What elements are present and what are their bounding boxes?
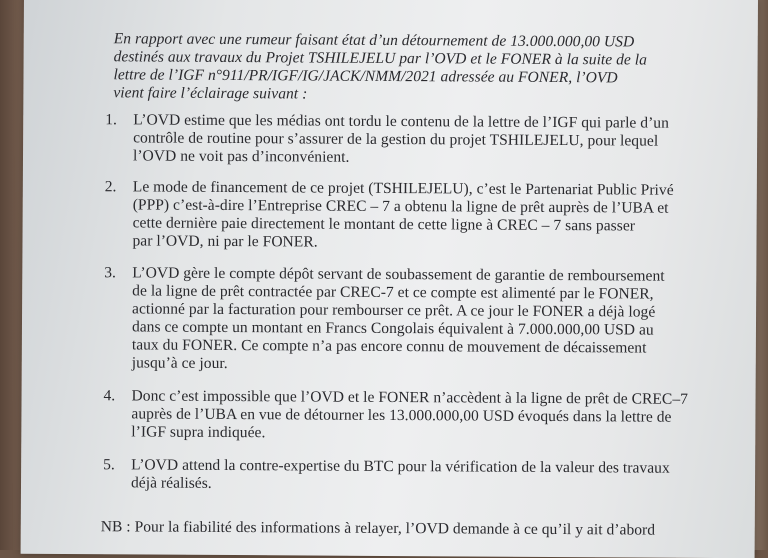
item-number: 4.: [103, 387, 116, 405]
item-5-line-2: déjà réalisés.: [130, 474, 212, 492]
item-2-line-1: Le mode de financement de ce projet (TSHILEJELU), c’est le Partenariat Public Privé: [132, 178, 674, 199]
document-page: [21, 0, 758, 558]
item-4-line-2: auprès de l’UBA en vue de détourner les 13.000.000,00 USD évoqués dans la lettre de: [131, 405, 672, 426]
item-4-line-1: Donc c’est impossible que l’OVD et le FONER n’accèdent à la ligne de prêt de CREC–7: [131, 387, 689, 408]
item-2-line-2: (PPP) c’est-à-dire l’Entreprise CREC – 7 a obtenu la ligne de prêt auprès de l’UBA et: [132, 196, 669, 217]
item-1-line-3: l’OVD ne voit pas d’inconvénient.: [132, 147, 350, 166]
intro-line-4: vient faire l’éclairage suivant :: [113, 84, 308, 103]
item-1-line-1: L’OVD estime que les médias ont tordu le contenu de la lettre de l’IGF qui parle d’un: [133, 111, 669, 132]
intro-line-3: lettre de l’IGF n°911/PR/IGF/IG/JACK/NMM/2021 adressée au FONER, l’OVD: [113, 66, 618, 87]
item-1-line-2: contrôle de routine pour s’assurer de la gestion du projet TSHILEJELU, pour lequel: [133, 129, 659, 150]
item-3-line-3: actionné par la facturation pour rembourser ce prêt. A ce jour le FONER a déjà logé: [132, 300, 656, 321]
item-5-line-1: L’OVD attend la contre-expertise du BTC pour la vérification de la valeur des travaux: [131, 456, 670, 477]
nb-note: NB : Pour la fiabilité des informations à relayer, l’OVD demande à ce qu’il y ait d’abord: [100, 518, 656, 539]
intro-line-2: destinés aux travaux du Projet TSHILEJELU par l’OVD et le FONER à la suite de la: [113, 48, 648, 69]
item-4-line-3: l’IGF supra indiquée.: [131, 423, 266, 442]
item-3-line-1: L’OVD gère le compte dépôt servant de soubassement de garantie de remboursement: [132, 264, 665, 285]
item-2-line-3: cette dernière paie directement le montant de cette ligne à CREC – 7 sans passer: [132, 214, 636, 235]
intro-line-1: En rapport avec une rumeur faisant état d’un détournement de 13.000.000,00 USD: [113, 30, 635, 51]
item-3-line-4: dans ce compte un montant en Francs Congolais équivalent à 7.000.000,00 USD au: [131, 318, 654, 339]
item-number: 1.: [105, 111, 117, 129]
item-2-line-4: par l’OVD, ni par le FONER.: [132, 232, 318, 251]
item-number: 5.: [103, 456, 115, 474]
item-number: 3.: [104, 264, 116, 282]
item-3-line-5: taux du FONER. Ce compte n’a pas encore connu de mouvement de décaissement: [131, 336, 647, 357]
item-number: 2.: [104, 178, 117, 196]
item-3-line-6: jusqu’à ce jour.: [131, 354, 228, 373]
item-3-line-2: de la ligne de prêt contractée par CREC-7 et ce compte est alimenté par le FONER,: [132, 282, 654, 303]
